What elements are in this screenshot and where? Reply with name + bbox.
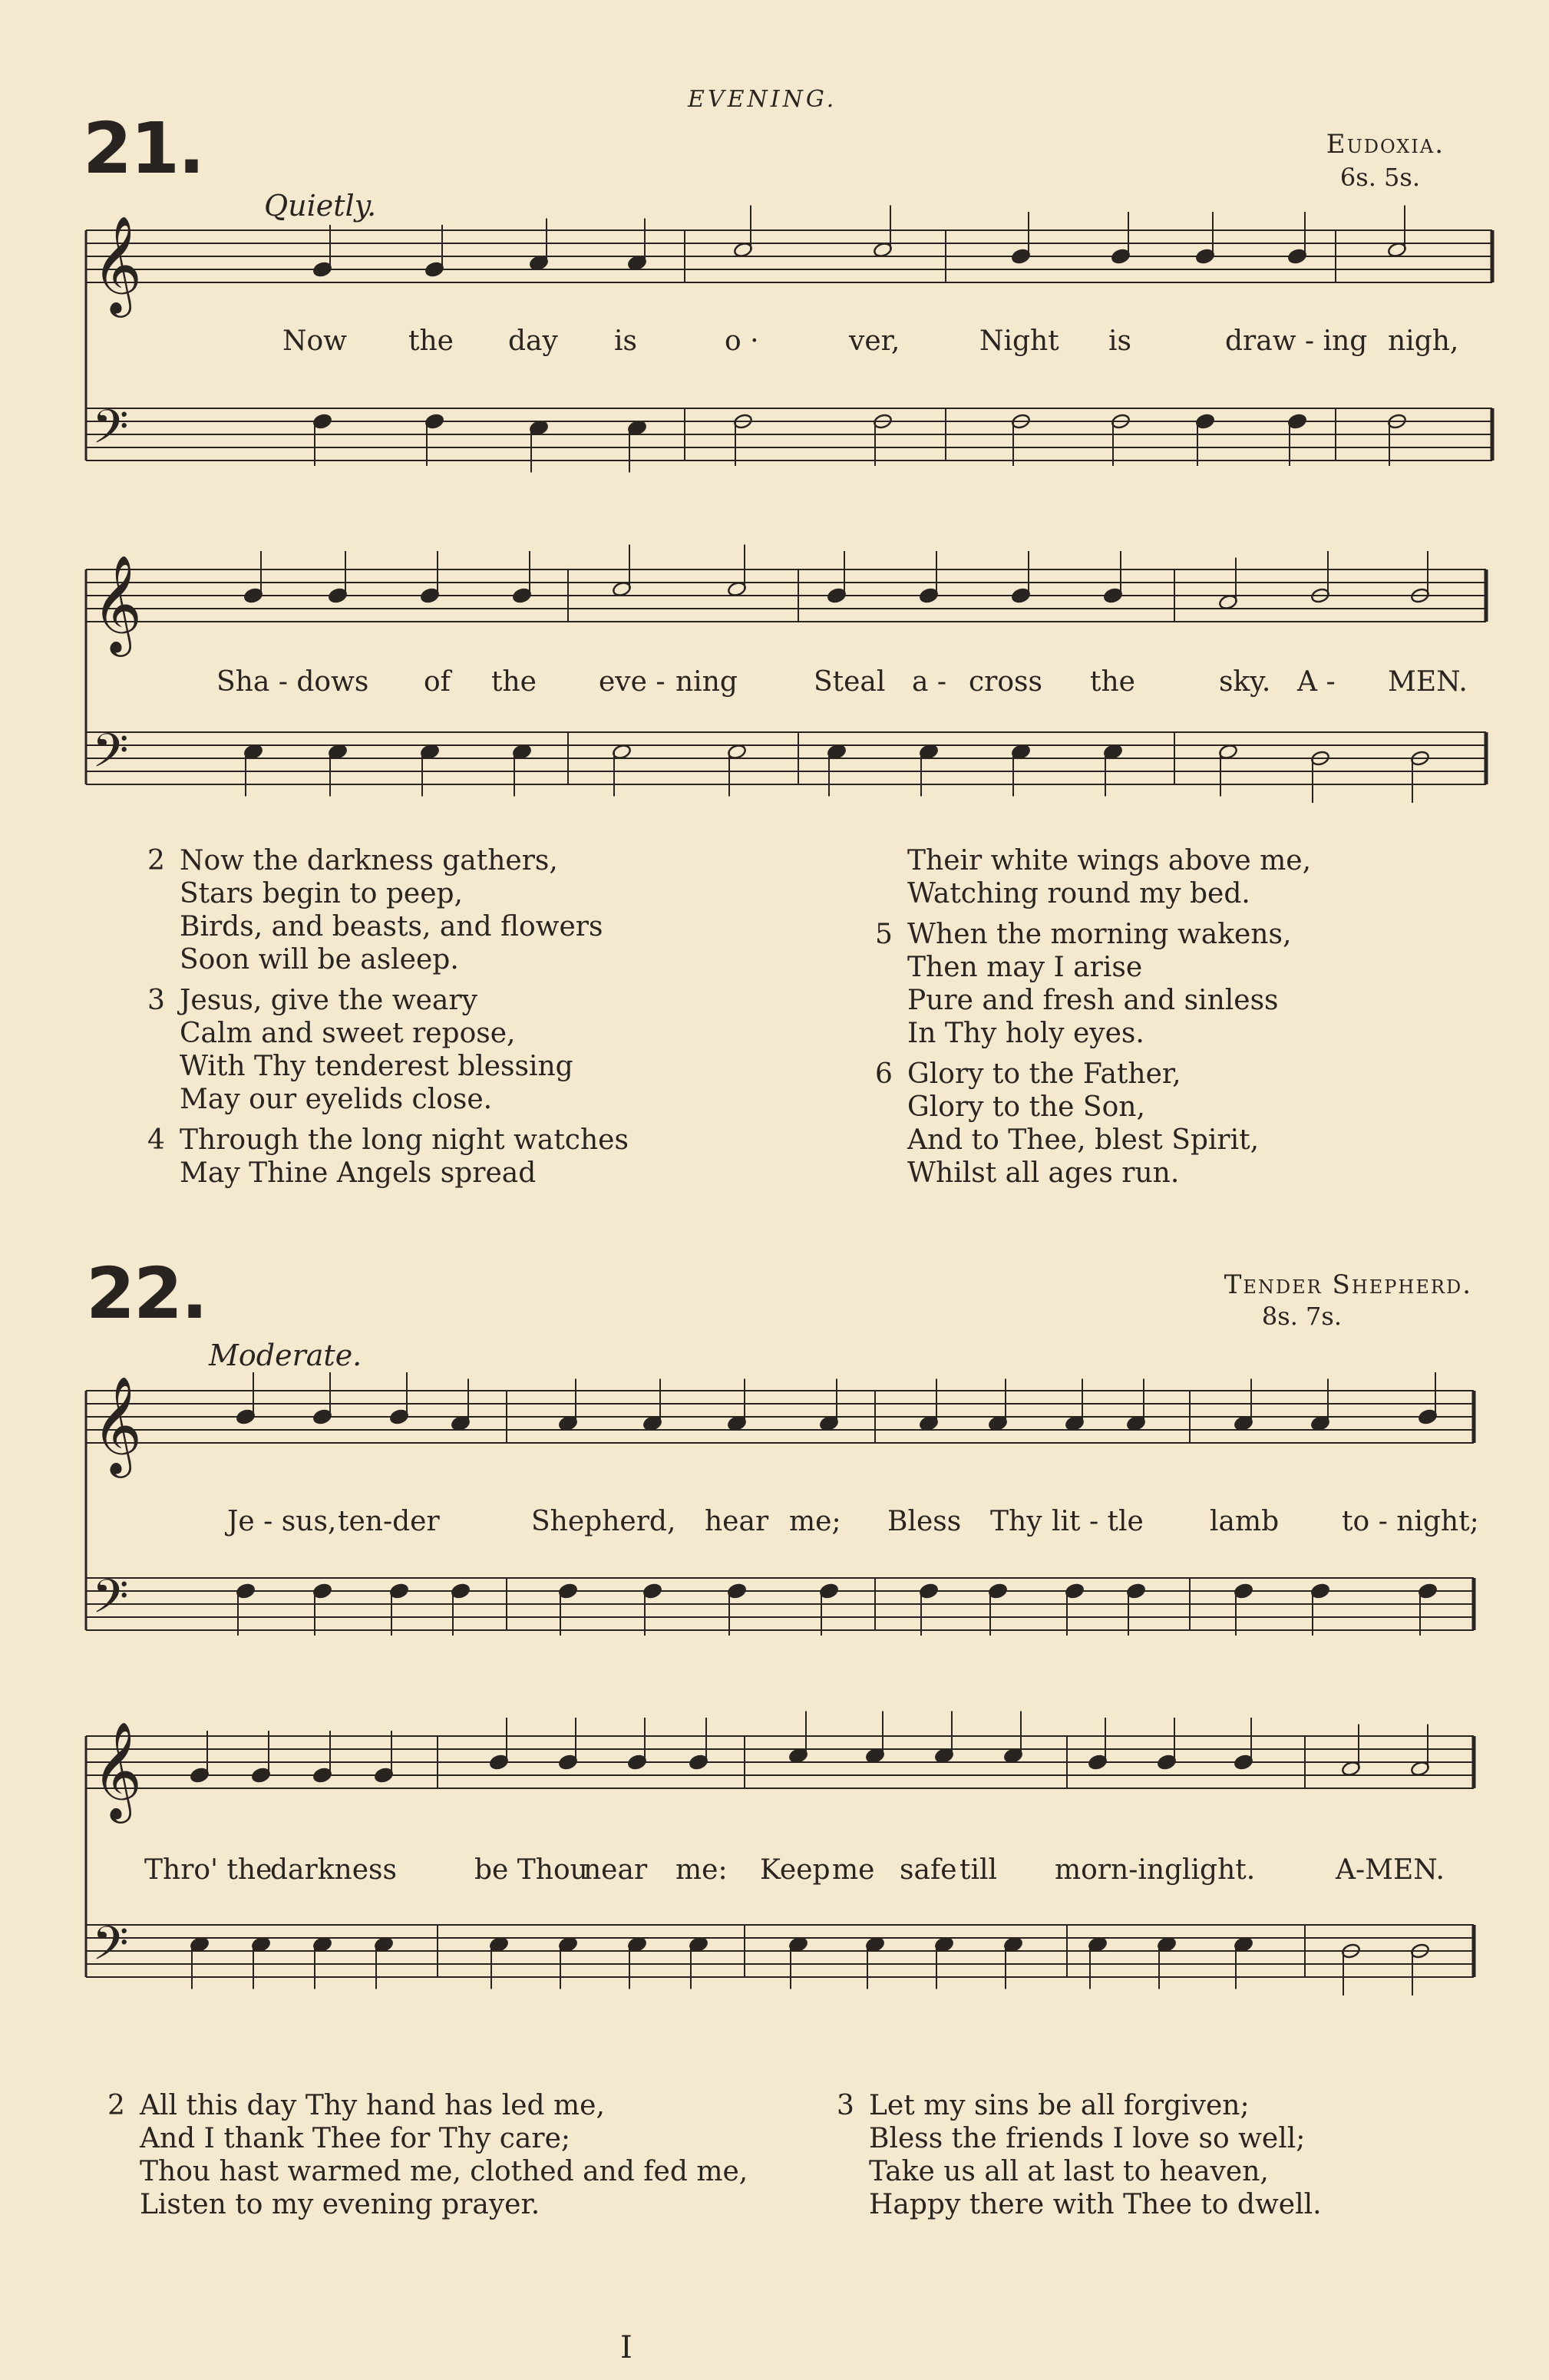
lyric-syllable: ning	[675, 666, 738, 698]
lyric-syllable: hear	[705, 1506, 769, 1537]
running-head: EVENING.	[688, 86, 837, 113]
stanza-text: Listen to my evening prayer.	[140, 2189, 540, 2220]
page-mark: I	[620, 2330, 632, 2365]
stanza-line	[875, 1157, 1311, 1190]
stanza-text: And I thank Thee for Thy care;	[140, 2123, 571, 2154]
lyric-syllable: nigh,	[1388, 325, 1459, 357]
stanza-line	[875, 877, 1311, 910]
stanza-line	[875, 1091, 1311, 1124]
lyric-syllable: the	[1090, 666, 1135, 698]
hymn-number: 21.	[83, 107, 203, 190]
stanza-line	[147, 1124, 629, 1157]
stanza-text: Soon will be asleep.	[180, 944, 459, 975]
stanza-text: Calm and sweet repose,	[180, 1018, 516, 1049]
stanza-text: Pure and fresh and sinless	[907, 985, 1279, 1016]
stanza-text: Then may I arise	[907, 952, 1143, 983]
stanza-line	[875, 984, 1311, 1017]
tempo-marking: Quietly.	[264, 189, 377, 223]
stanza-number: 4	[147, 1124, 165, 1156]
lyric-syllable: day	[508, 325, 558, 357]
treble-clef-icon: 𝄞	[92, 554, 143, 652]
lyric-syllable: cross	[969, 666, 1042, 698]
stanza-text: In Thy holy eyes.	[907, 1018, 1144, 1049]
stanza-line	[107, 2122, 748, 2155]
stanza-number: 5	[875, 919, 893, 950]
lyric-syllable: o ·	[725, 325, 759, 357]
stanza-line	[147, 1050, 629, 1083]
stanza-text: Whilst all ages run.	[907, 1157, 1180, 1189]
stanza-line	[107, 2188, 748, 2221]
tempo-marking: Moderate.	[209, 1339, 362, 1372]
stanza-text: Birds, and beasts, and flowers	[180, 911, 603, 942]
tune-name: Tender Shepherd.	[1224, 1269, 1472, 1300]
lyric-syllable: the	[408, 325, 454, 357]
lyric-syllable: is	[1108, 325, 1131, 357]
stanza	[875, 844, 1311, 910]
bass-clef-icon: 𝄢	[92, 400, 129, 466]
stanza-text: Their white wings above me,	[907, 845, 1312, 876]
stanza-text: Stars begin to peep,	[180, 878, 463, 909]
stanza-line	[875, 1017, 1311, 1050]
lyric-syllable: me	[832, 1854, 875, 1886]
stanza-line	[147, 844, 629, 877]
stanzas-right	[837, 2089, 1322, 2229]
treble-clef-icon: 𝄞	[92, 1721, 143, 1819]
stanza-text: Now the darkness gathers,	[180, 845, 558, 876]
stanza-number: 2	[107, 2090, 125, 2121]
stanza-line	[875, 1058, 1311, 1091]
bass-clef-icon: 𝄢	[92, 724, 129, 790]
stanza-text: May our eyelids close.	[180, 1084, 493, 1115]
treble-clef-icon: 𝄞	[92, 1375, 143, 1474]
lyric-syllable: be Thou	[474, 1854, 588, 1886]
stanza-text: Glory to the Father,	[907, 1058, 1181, 1090]
stanza-line	[837, 2089, 1322, 2122]
stanza-line	[147, 1017, 629, 1050]
lyric-syllable: me;	[789, 1506, 841, 1537]
hymn-number: 22.	[86, 1253, 206, 1335]
stanza	[875, 1058, 1311, 1190]
stanza	[107, 2089, 748, 2221]
stanza-text: When the morning wakens,	[907, 919, 1292, 950]
meter: 8s. 7s.	[1261, 1302, 1342, 1331]
stanza-number: 3	[837, 2090, 854, 2121]
lyric-syllable: me:	[675, 1854, 728, 1886]
stanza-text: Watching round my bed.	[907, 878, 1250, 909]
stanza-text: All this day Thy hand has led me,	[140, 2090, 605, 2121]
lyric-syllable: draw - ing	[1225, 325, 1368, 357]
tune-name: Eudoxia.	[1326, 129, 1445, 160]
stanza-line	[147, 1157, 629, 1190]
stanza-line	[837, 2122, 1322, 2155]
lyric-syllable: of	[424, 666, 451, 698]
stanza-line	[107, 2089, 748, 2122]
stanza-line	[107, 2155, 748, 2188]
lyric-syllable: lamb	[1210, 1506, 1280, 1537]
lyric-syllable: Steal	[814, 666, 886, 698]
stanza-text: Take us all at last to heaven,	[869, 2156, 1269, 2187]
stanza-line	[147, 910, 629, 943]
lyric-syllable: near	[583, 1854, 648, 1886]
lyric-syllable: MEN.	[1388, 666, 1468, 698]
stanza-text: Happy there with Thee to dwell.	[869, 2189, 1322, 2220]
stanza-line	[875, 844, 1311, 877]
stanza-text: With Thy tenderest blessing	[180, 1051, 573, 1082]
stanza-number: 2	[147, 845, 165, 876]
lyric-syllable: eve -	[599, 666, 666, 698]
stanzas-left	[107, 2089, 748, 2229]
lyric-syllable: lit - tle	[1052, 1506, 1144, 1537]
stanza-line	[147, 877, 629, 910]
stanza-text: Bless the friends I love so well;	[869, 2123, 1306, 2154]
stanza-number: 6	[875, 1058, 893, 1090]
stanza-number: 3	[147, 985, 165, 1016]
stanzas-right	[875, 844, 1311, 1197]
stanza-text: Glory to the Son,	[907, 1091, 1145, 1123]
lyric-syllable: morn-ing	[1055, 1854, 1183, 1886]
lyric-syllable: Bless	[887, 1506, 962, 1537]
lyric-syllable: till	[959, 1854, 998, 1886]
stanza	[147, 1124, 629, 1190]
lyric-syllable: Thy	[990, 1506, 1042, 1537]
lyric-syllable: sky.	[1219, 666, 1271, 698]
treble-clef-icon: 𝄞	[92, 215, 143, 313]
lyric-syllable: A-MEN.	[1336, 1854, 1445, 1886]
stanza-text: And to Thee, blest Spirit,	[907, 1124, 1260, 1156]
lyric-syllable: to - night;	[1342, 1506, 1479, 1537]
stanza-text: Let my sins be all forgiven;	[869, 2090, 1250, 2121]
bass-clef-icon: 𝄢	[92, 1916, 129, 1982]
lyric-syllable: Je - sus,	[227, 1506, 337, 1537]
stanza-text: Through the long night watches	[180, 1124, 629, 1156]
stanza-line	[837, 2188, 1322, 2221]
stanza-line	[147, 1083, 629, 1116]
stanza	[837, 2089, 1322, 2221]
lyric-syllable: A -	[1297, 666, 1336, 698]
lyric-syllable: is	[614, 325, 637, 357]
stanzas-left	[147, 844, 629, 1197]
stanza-line	[147, 943, 629, 976]
stanza-text: May Thine Angels spread	[180, 1157, 537, 1189]
lyric-syllable: darkness	[270, 1854, 397, 1886]
lyric-syllable: Sha - dows	[216, 666, 369, 698]
stanza-line	[147, 984, 629, 1017]
stanza	[875, 918, 1311, 1050]
stanza	[147, 844, 629, 976]
lyric-syllable: Shepherd,	[531, 1506, 676, 1537]
lyric-syllable: ver,	[849, 325, 900, 357]
stanza-line	[875, 918, 1311, 951]
lyric-syllable: Keep	[760, 1854, 831, 1886]
stanza-text: Thou hast warmed me, clothed and fed me,	[140, 2156, 748, 2187]
stanza-line	[837, 2155, 1322, 2188]
stanza-text: Jesus, give the weary	[180, 985, 477, 1016]
lyric-syllable: the	[491, 666, 537, 698]
bass-clef-icon: 𝄢	[92, 1570, 129, 1636]
stanza	[147, 984, 629, 1116]
lyric-syllable: Now	[282, 325, 347, 357]
lyric-syllable: Night	[979, 325, 1059, 357]
meter: 6s. 5s.	[1339, 163, 1420, 192]
lyric-syllable: safe	[900, 1854, 957, 1886]
lyric-syllable: Thro' the	[144, 1854, 272, 1886]
stanza-line	[875, 1124, 1311, 1157]
lyric-syllable: ten-der	[338, 1506, 440, 1537]
stanza-line	[875, 951, 1311, 984]
lyric-syllable: light.	[1182, 1854, 1256, 1886]
lyric-syllable: a -	[912, 666, 947, 698]
